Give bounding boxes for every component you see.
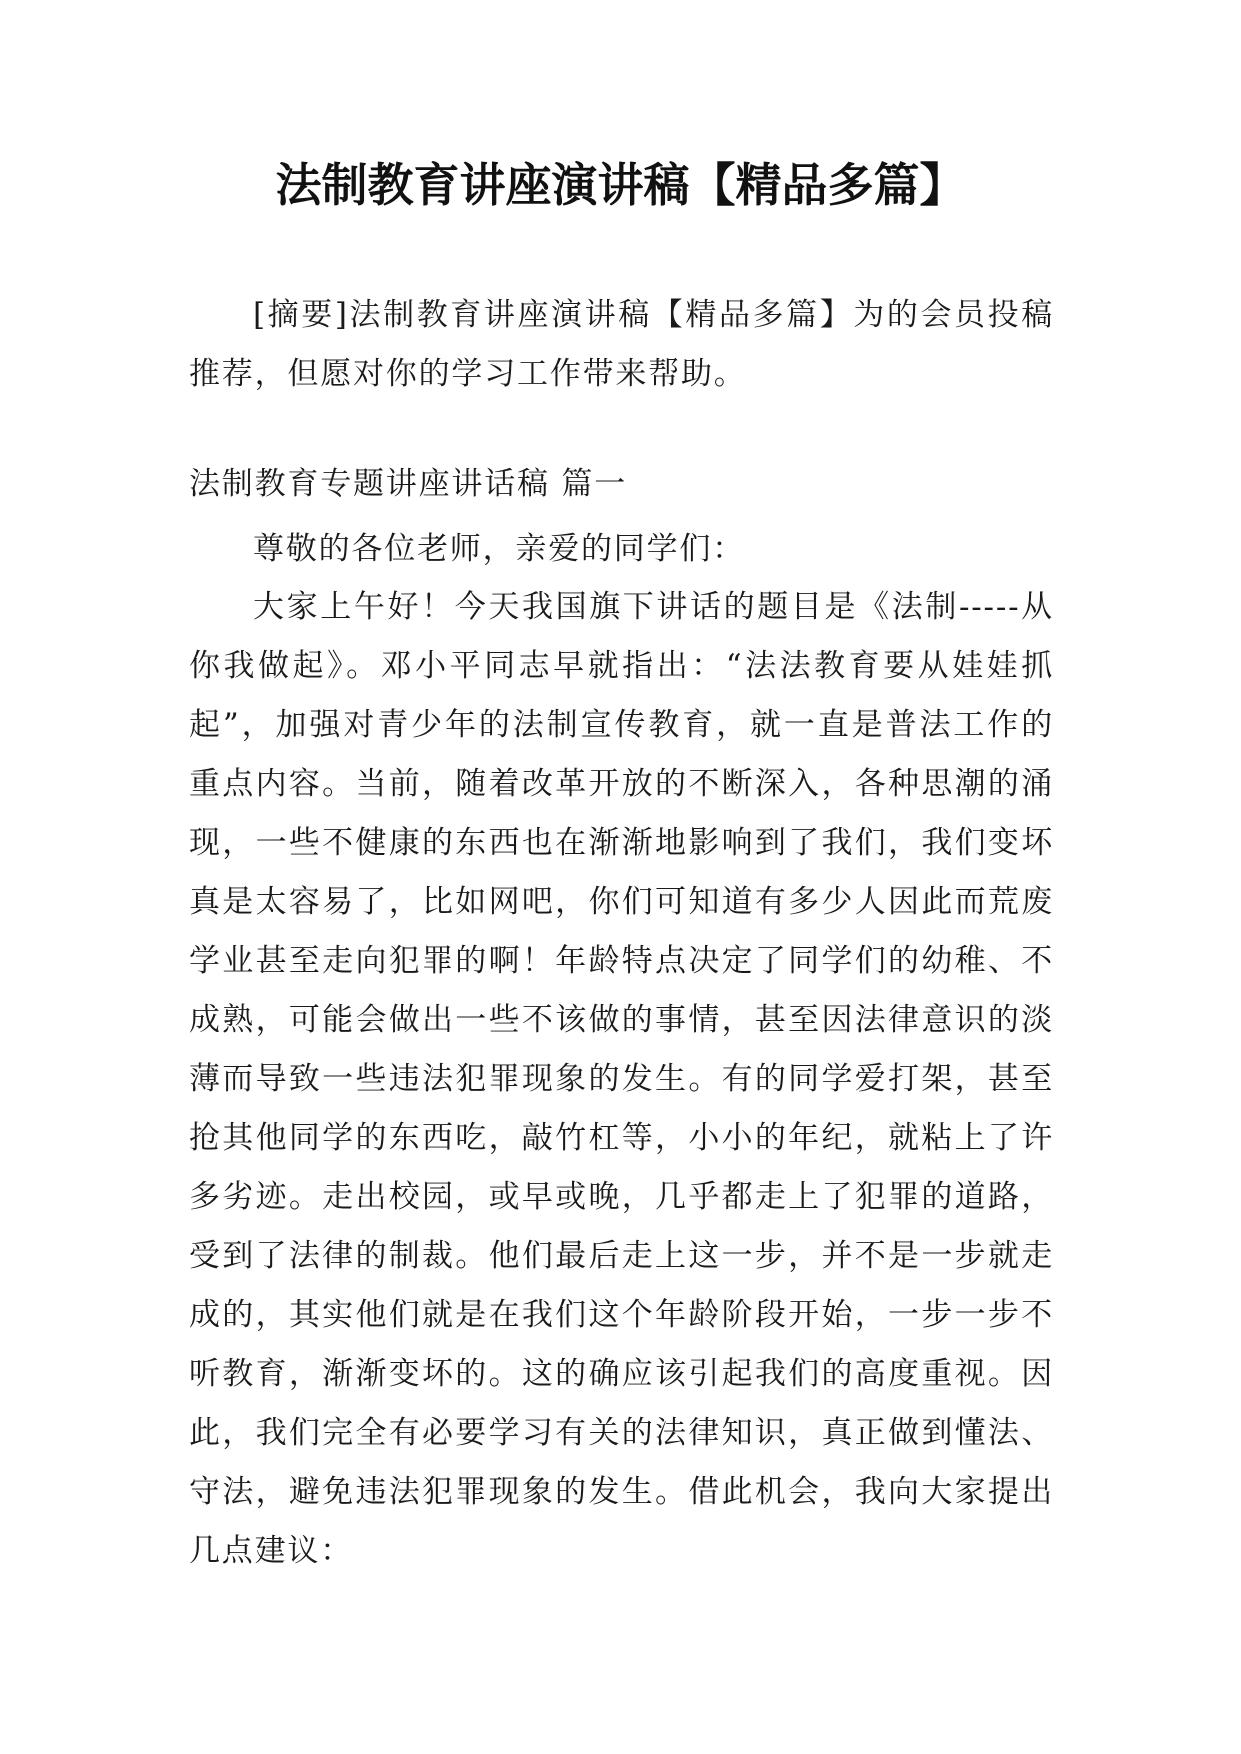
- document-title: 法制教育讲座演讲稿【精品多篇】: [275, 158, 966, 212]
- section-heading: 法制教育专题讲座讲话稿 篇一: [189, 466, 628, 502]
- speech-paragraph: 大家上午好！今天我国旗下讲话的题目是《法制-----从你我做起》。邓小平同志早就指出：“法法教育要从娃娃抓起”，加强对青少年的法制宣传教育，就一直是普法工作的重点内容。当前，随着改革开放的不断深入，各种思潮的涌现，一些不健康的东西也在渐渐地影响到了我们，我们变坏真是太容易了，比如网吧，你们可知道有多少人因此而荒废学业甚至走向犯罪的啊！年龄特点决定了同学们的幼稚、不成熟，可能会做出一些不该做的事情，甚至因法律意识的淡薄而导致一些违法犯罪现象的发生。有的同学爱打架，甚至抢其他同学的东西吃，敲竹杠等，小小的年纪，就粘上了许多劣迹。走出校园，或早或晚，几乎都走上了犯罪的道路，受到了法律的制裁。他们最后走上这一步，并不是一步就走成的，其实他们就是在我们这个年龄阶段开始，一步一步不听教育，渐渐变坏的。这的确应该引起我们的高度重视。因此，我们完全有必要学习有关的法律知识，真正做到懂法、守法，避免违法犯罪现象的发生。借此机会，我向大家提出几点建议：: [189, 589, 1054, 1569]
- greeting-paragraph: 尊敬的各位老师，亲爱的同学们：: [253, 531, 745, 567]
- abstract-paragraph: [摘要]法制教育讲座演讲稿【精品多篇】为的会员投稿推荐，但愿对你的学习工作带来帮助。: [189, 297, 1054, 392]
